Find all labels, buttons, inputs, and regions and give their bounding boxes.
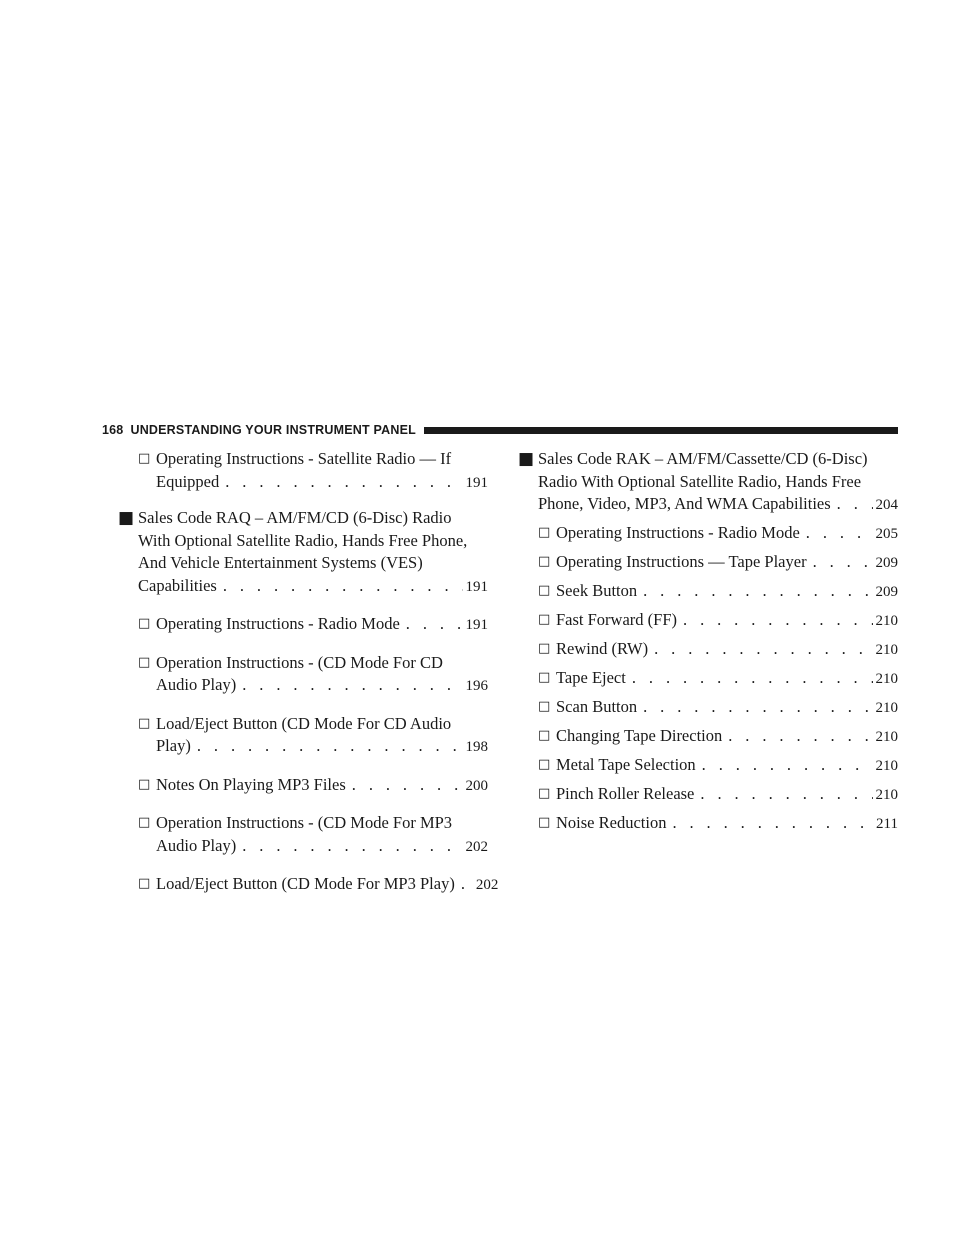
hollow-square-bullet-icon: □	[138, 654, 151, 670]
dot-leader	[197, 735, 463, 758]
toc-subentry	[118, 713, 488, 759]
toc-page-number: 202	[465, 838, 488, 855]
toc-subentry	[118, 812, 488, 858]
dot-leader	[806, 522, 873, 545]
dot-leader	[700, 783, 872, 806]
toc-entry-leader-line	[556, 638, 898, 662]
toc-subentry	[518, 725, 898, 749]
toc-subentry	[518, 754, 898, 778]
toc-entry-leader-line	[556, 783, 898, 807]
toc-entry-leader-line	[156, 471, 488, 495]
toc-entry-text: Operating Instructions - Radio Mode	[156, 614, 400, 633]
toc-entry-text: Operating Instructions — Tape Player	[556, 552, 807, 571]
toc-entry-text: Sales Code RAK – AM/FM/Cassette/CD (6-Disc)	[538, 449, 868, 468]
toc-entry-text: Metal Tape Selection	[556, 755, 696, 774]
toc-entry-text: Radio With Optional Satellite Radio, Hands Free	[538, 471, 862, 491]
toc-page-number: 191	[465, 474, 488, 491]
section-title: UNDERSTANDING YOUR INSTRUMENT PANEL	[130, 423, 416, 437]
toc-page-number: 210	[875, 700, 898, 716]
toc-entry-leader-line	[556, 551, 898, 575]
toc-entry-text: Audio Play)	[156, 835, 237, 855]
toc-page-number: 210	[875, 758, 898, 774]
hollow-square-bullet-icon: □	[138, 876, 151, 891]
toc-page-number: 198	[465, 739, 488, 755]
toc-entry-leader-line	[156, 674, 488, 698]
dot-leader	[813, 551, 873, 574]
filled-square-bullet-icon: ■	[118, 508, 135, 528]
toc-entry-leader-line	[556, 725, 898, 749]
toc-entry-text: Load/Eject Button (CD Mode For MP3 Play)	[156, 874, 455, 893]
toc-subentry	[118, 448, 488, 494]
toc-entry-leader-line	[556, 609, 898, 633]
toc-page-number: 210	[875, 671, 898, 687]
dot-leader	[225, 471, 462, 494]
dot-leader	[643, 696, 872, 719]
toc-entry-text: Notes On Playing MP3 Files	[156, 774, 346, 794]
toc-entry-leader-line	[156, 613, 488, 637]
toc-subentry	[518, 522, 898, 546]
toc-page-number: 211	[876, 816, 898, 832]
toc-page-number: 210	[875, 642, 898, 658]
hollow-square-bullet-icon: □	[538, 525, 551, 540]
toc-page-number: 204	[875, 497, 898, 513]
toc-entry-leader-line	[156, 873, 499, 897]
toc-page-number: 210	[875, 787, 898, 803]
toc-page-number: 209	[875, 584, 898, 600]
dot-leader	[406, 613, 463, 636]
toc-entry-text: Fast Forward (FF)	[556, 610, 678, 629]
toc-entry-leader-line	[156, 735, 488, 759]
toc-entry-leader-line	[556, 580, 898, 604]
hollow-square-bullet-icon: □	[538, 757, 551, 772]
toc-entry-leader-line	[556, 667, 898, 691]
toc-entry-text: Rewind (RW)	[556, 639, 649, 658]
toc-entry-text: Seek Button	[556, 581, 638, 600]
page-header	[102, 420, 898, 440]
hollow-square-bullet-icon: □	[538, 612, 551, 627]
toc-entry-leader-line	[156, 835, 488, 859]
toc-subentry	[118, 774, 488, 798]
toc-subentry	[118, 652, 488, 698]
toc-page-number: 205	[875, 526, 898, 542]
dot-leader	[683, 609, 872, 632]
toc-right-column	[518, 448, 898, 836]
hollow-square-bullet-icon: □	[538, 641, 551, 656]
hollow-square-bullet-icon: □	[138, 815, 151, 830]
dot-leader	[461, 873, 473, 896]
toc-entry-text: Sales Code RAQ – AM/FM/CD (6-Disc) Radio	[138, 508, 452, 527]
toc-entry-leader-line	[556, 812, 898, 836]
dot-leader	[837, 493, 873, 516]
toc-entry-text: Changing Tape Direction	[556, 726, 723, 745]
dot-leader	[242, 674, 462, 697]
toc-subentry	[518, 783, 898, 807]
hollow-square-bullet-icon: □	[138, 451, 151, 466]
dot-leader	[242, 835, 462, 858]
page-number: 168	[102, 423, 124, 437]
dot-leader	[352, 774, 463, 797]
toc-page-number: 210	[875, 729, 898, 745]
toc-left-column	[118, 448, 499, 897]
hollow-square-bullet-icon: □	[138, 616, 151, 631]
toc-page-number: 200	[465, 777, 488, 794]
toc-subentry	[518, 812, 898, 836]
hollow-square-bullet-icon: □	[138, 715, 151, 731]
toc-entry-text: Scan Button	[556, 697, 638, 716]
hollow-square-bullet-icon: □	[538, 786, 551, 801]
toc-section-entry	[518, 448, 898, 517]
toc-entry-text: Operation Instructions - (CD Mode For CD	[156, 652, 443, 672]
hollow-square-bullet-icon: □	[538, 699, 551, 714]
dot-leader	[632, 667, 873, 690]
toc-subentry	[518, 551, 898, 575]
dot-leader	[702, 754, 873, 777]
dot-leader	[223, 575, 463, 598]
dot-leader	[643, 580, 872, 603]
hollow-square-bullet-icon: □	[538, 583, 551, 598]
hollow-square-bullet-icon: □	[538, 815, 551, 830]
toc-page-number: 210	[875, 613, 898, 629]
toc-subentry	[518, 638, 898, 662]
toc-entry-leader-line	[538, 493, 898, 517]
dot-leader	[672, 812, 873, 835]
toc-page-number: 202	[475, 877, 499, 893]
toc-entry-text: Audio Play)	[156, 675, 237, 694]
toc-entry-leader-line	[556, 754, 898, 778]
toc-subentry	[118, 613, 488, 637]
dot-leader	[654, 638, 872, 661]
toc-entry-leader-line	[138, 575, 488, 599]
toc-entry-leader-line	[556, 522, 898, 546]
toc-subentry	[518, 696, 898, 720]
toc-entry-leader-line	[156, 774, 488, 798]
toc-subentry	[518, 609, 898, 633]
toc-entry-text: Pinch Roller Release	[556, 784, 695, 803]
toc-subentry	[518, 667, 898, 691]
toc-subentry	[118, 873, 499, 897]
toc-entry-text: Noise Reduction	[556, 813, 667, 832]
toc-entry-text: Operating Instructions - Satellite Radio — If	[156, 449, 452, 468]
toc-page-number: 196	[465, 678, 488, 694]
toc-entry-text: Equipped	[156, 471, 220, 491]
toc-page-number: 209	[875, 555, 898, 571]
hollow-square-bullet-icon: □	[538, 728, 551, 743]
toc-entry-text: Play)	[156, 736, 191, 755]
toc-subentry	[518, 580, 898, 604]
toc-page-number: 191	[465, 578, 488, 595]
toc-entry-text: Tape Eject	[556, 668, 626, 687]
header-rule	[424, 427, 898, 434]
toc-page-number: 191	[465, 617, 488, 633]
hollow-square-bullet-icon: □	[538, 670, 551, 685]
filled-square-bullet-icon: ■	[518, 449, 535, 469]
hollow-square-bullet-icon: □	[538, 554, 551, 569]
toc-entry-text: Operation Instructions - (CD Mode For MP3	[156, 813, 453, 832]
toc-entry-text: And Vehicle Entertainment Systems (VES)	[138, 553, 423, 572]
toc-entry-leader-line	[556, 696, 898, 720]
toc-entry-text: Load/Eject Button (CD Mode For CD Audio	[156, 713, 452, 733]
toc-section-entry	[118, 507, 488, 598]
toc-entry-text: Capabilities	[138, 575, 217, 595]
toc-entry-text: Phone, Video, MP3, And WMA Capabilities	[538, 494, 831, 513]
dot-leader	[728, 725, 872, 748]
toc-entry-text: With Optional Satellite Radio, Hands Free Phone,	[138, 530, 468, 550]
hollow-square-bullet-icon: □	[138, 776, 151, 792]
toc-entry-text: Operating Instructions - Radio Mode	[556, 523, 800, 542]
